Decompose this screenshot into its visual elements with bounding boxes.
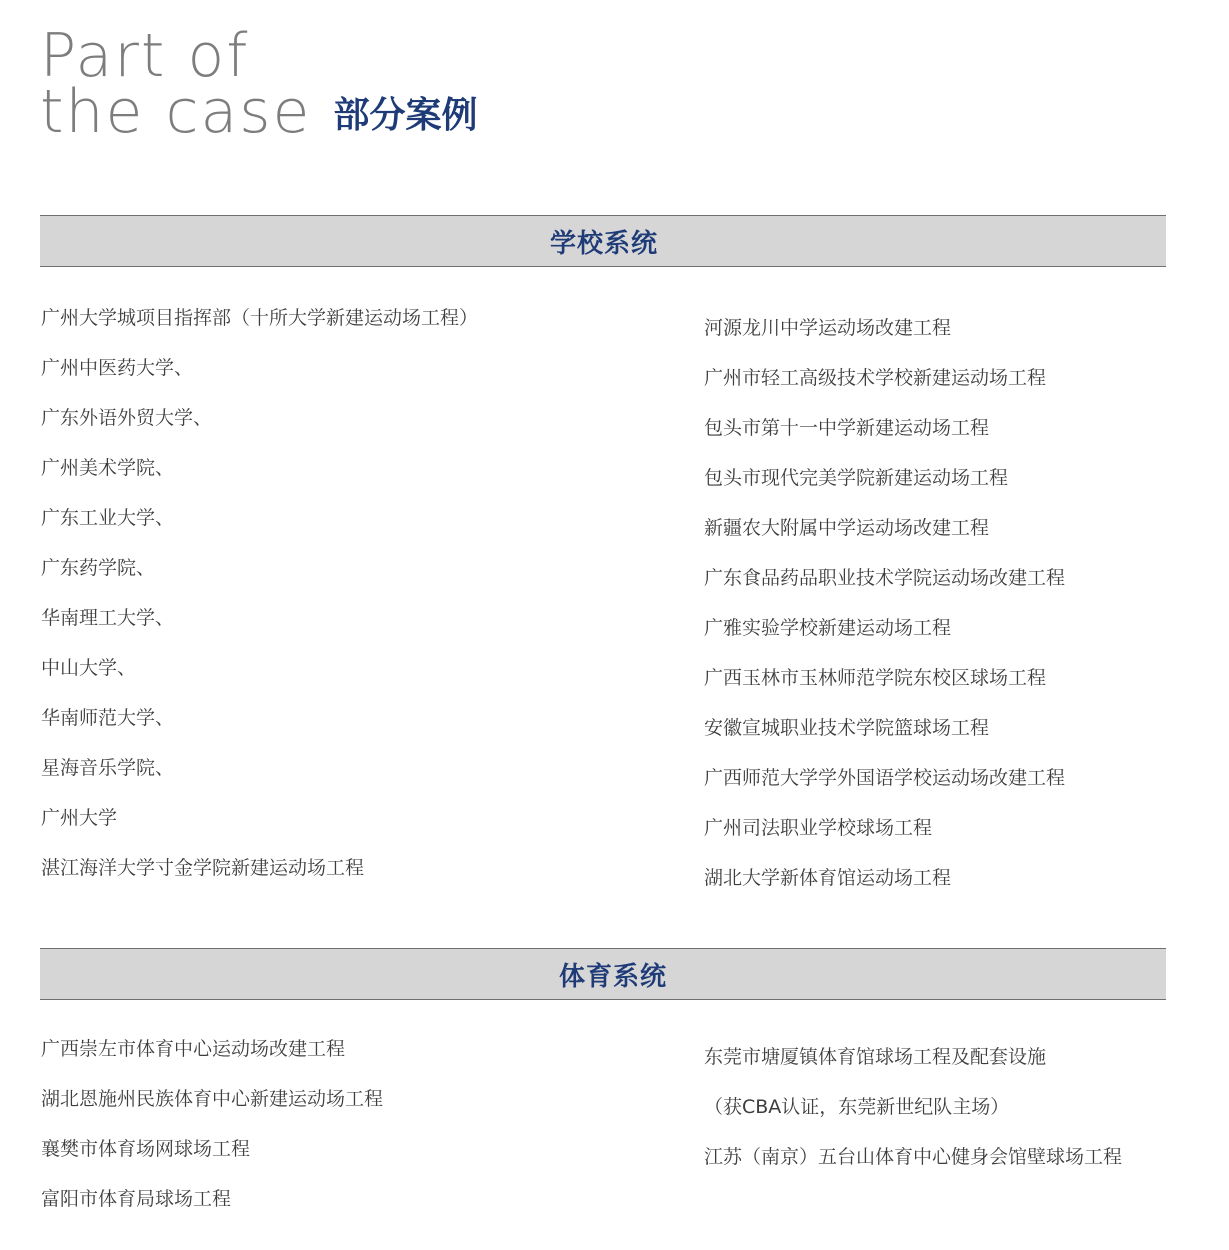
list-item: 广州司法职业学校球场工程 — [704, 817, 933, 839]
list-item: 湖北大学新体育馆运动场工程 — [704, 867, 952, 889]
section-header-sport — [40, 948, 1166, 1000]
list-item: 包头市现代完美学院新建运动场工程 — [704, 467, 1009, 489]
section-header-school — [40, 215, 1166, 267]
list-item: 安徽宣城职业技术学院篮球场工程 — [704, 717, 990, 739]
list-item: 中山大学、 — [41, 657, 137, 679]
list-item: 湖北恩施州民族体育中心新建运动场工程 — [41, 1088, 384, 1110]
list-item: 广州美术学院、 — [41, 457, 175, 479]
list-item: 华南师范大学、 — [41, 707, 175, 729]
list-item: 广东食品药品职业技术学院运动场改建工程 — [704, 567, 1066, 589]
section-title-school: 学校系统 — [549, 228, 658, 259]
list-item: 广西师范大学学外国语学校运动场改建工程 — [704, 767, 1066, 789]
list-item: 广州大学城项目指挥部（十所大学新建运动场工程） — [41, 307, 479, 329]
list-item: 包头市第十一中学新建运动场工程 — [704, 417, 990, 439]
list-item: 广东工业大学、 — [41, 507, 175, 529]
title-english-line-1: Part of — [40, 21, 250, 91]
list-item: 广东外语外贸大学、 — [41, 407, 213, 429]
list-item: 新疆农大附属中学运动场改建工程 — [704, 517, 990, 539]
title-chinese: 部分案例 — [333, 95, 478, 136]
list-item: 襄樊市体育场网球场工程 — [41, 1138, 251, 1160]
sport-list-right — [704, 1032, 1122, 1182]
list-item: 东莞市塘厦镇体育馆球场工程及配套设施 — [704, 1046, 1047, 1068]
title-english-line-2: the case — [40, 77, 312, 147]
list-item: （获CBA认证，东莞新世纪队主场） — [704, 1096, 1010, 1118]
list-item: 星海音乐学院、 — [41, 757, 175, 779]
list-item: 广西崇左市体育中心运动场改建工程 — [41, 1038, 346, 1060]
list-item: 富阳市体育局球场工程 — [41, 1188, 232, 1210]
list-item: 广东药学院、 — [41, 557, 156, 579]
list-item: 广州大学 — [41, 807, 118, 829]
list-item: 广雅实验学校新建运动场工程 — [704, 617, 952, 639]
list-item: 华南理工大学、 — [41, 607, 175, 629]
list-item: 广州中医药大学、 — [41, 357, 194, 379]
page-title-block — [40, 21, 478, 147]
list-item: 河源龙川中学运动场改建工程 — [704, 317, 952, 339]
section-title-sport: 体育系统 — [558, 961, 667, 992]
list-item: 广西玉林市玉林师范学院东校区球场工程 — [704, 667, 1047, 689]
title-row-2 — [40, 77, 478, 147]
list-item: 广州市轻工高级技术学校新建运动场工程 — [704, 367, 1047, 389]
sport-list-left — [41, 1024, 383, 1224]
list-item: 江苏（南京）五台山体育中心健身会馆壁球场工程 — [704, 1146, 1123, 1168]
school-list-right — [704, 303, 1065, 903]
list-item: 湛江海洋大学寸金学院新建运动场工程 — [41, 857, 365, 879]
school-list-left — [41, 293, 478, 893]
